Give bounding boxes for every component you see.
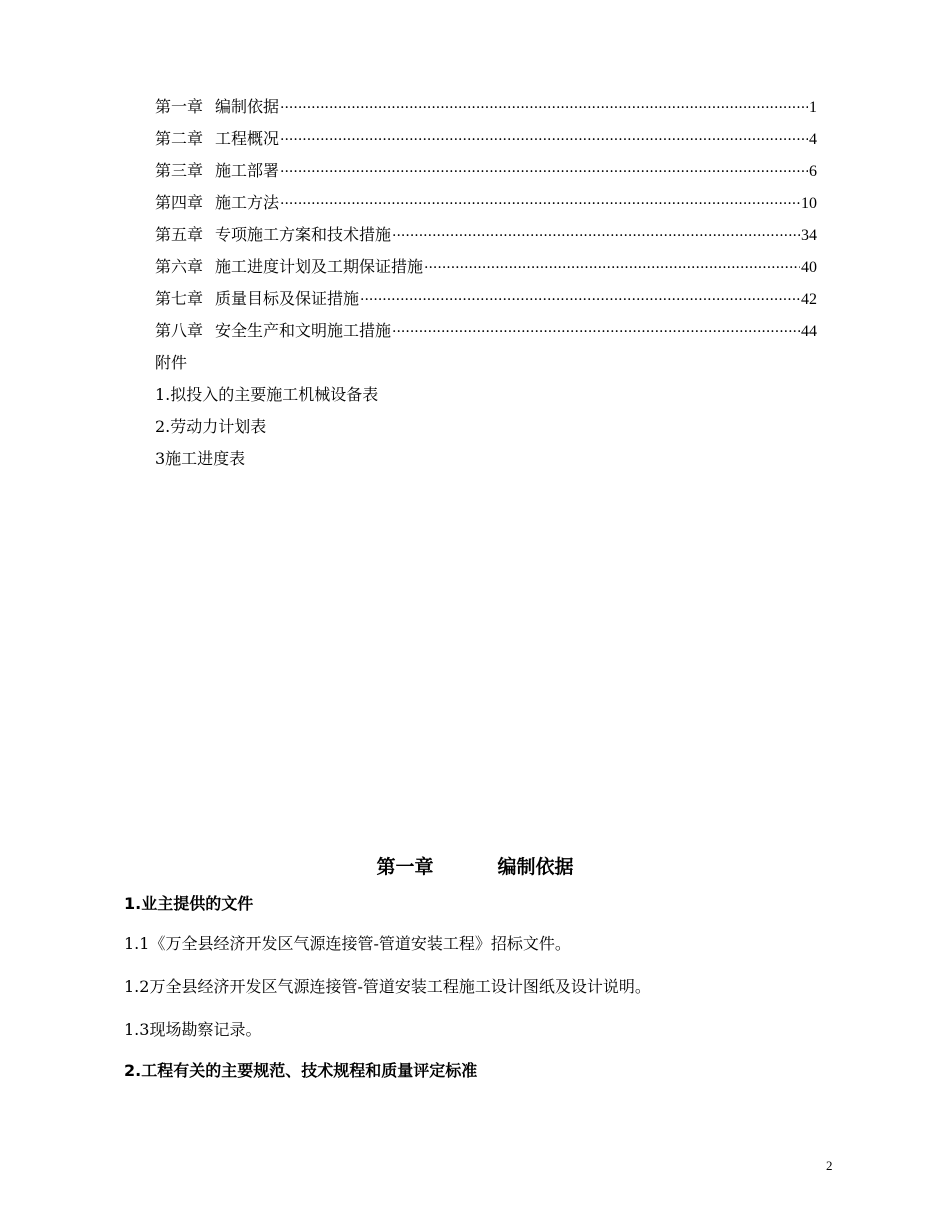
toc-page-number: 6 — [809, 163, 817, 180]
toc-entry[interactable] — [155, 251, 817, 283]
chapter-heading-title: 编制依据 — [497, 856, 574, 878]
paragraph: 1.3现场勘察记录。 — [124, 1020, 262, 1039]
toc-chapter-label: 第四章 — [155, 193, 204, 212]
toc-chapter-label: 第六章 — [155, 257, 204, 276]
paragraph: 1.2万全县经济开发区气源连接管-管道安装工程施工设计图纸及设计说明。 — [124, 977, 651, 996]
table-of-contents — [155, 91, 817, 475]
toc-chapter-label: 第八章 — [155, 321, 204, 340]
toc-title: 施工方法 — [215, 193, 280, 212]
toc-chapter-label: 第五章 — [155, 225, 204, 244]
toc-title: 安全生产和文明施工措施 — [215, 321, 392, 340]
toc-title: 质量目标及保证措施 — [215, 289, 360, 308]
paragraph: 1.1《万全县经济开发区气源连接管-管道安装工程》招标文件。 — [124, 934, 571, 953]
toc-leader-dots — [280, 124, 808, 156]
toc-entry[interactable] — [155, 91, 817, 123]
toc-entry[interactable] — [155, 315, 817, 347]
chapter-body — [124, 886, 844, 1091]
page-number: 2 — [826, 1158, 833, 1173]
chapter-heading — [0, 852, 950, 879]
chapter-heading-number: 第一章 — [376, 856, 434, 878]
toc-entry[interactable] — [155, 283, 817, 315]
toc-leader-dots — [280, 92, 808, 124]
toc-leader-dots — [360, 284, 800, 316]
toc-title: 编制依据 — [215, 97, 280, 116]
toc-entry[interactable] — [155, 123, 817, 155]
toc-leader-dots — [280, 188, 800, 220]
toc-appendix-item[interactable]: 3施工进度表 — [155, 449, 246, 468]
toc-chapter-label: 第三章 — [155, 161, 204, 180]
toc-page-number: 42 — [801, 291, 817, 308]
toc-leader-dots — [280, 156, 808, 188]
toc-page-number: 34 — [801, 227, 817, 244]
section-title: 2.工程有关的主要规范、技术规程和质量评定标准 — [124, 1061, 478, 1080]
toc-page-number: 1 — [809, 99, 817, 116]
toc-title: 工程概况 — [215, 129, 280, 148]
toc-leader-dots — [424, 252, 800, 284]
toc-page-number: 4 — [809, 131, 817, 148]
toc-chapter-label: 第二章 — [155, 129, 204, 148]
toc-title: 专项施工方案和技术措施 — [215, 225, 392, 244]
toc-page-number: 44 — [801, 323, 817, 340]
section-title: 1.业主提供的文件 — [124, 894, 254, 913]
toc-leader-dots — [392, 220, 800, 252]
toc-chapter-label: 第一章 — [155, 97, 204, 116]
toc-page-number: 40 — [801, 259, 817, 276]
toc-title: 施工部署 — [215, 161, 280, 180]
toc-entry[interactable] — [155, 155, 817, 187]
toc-page-number: 10 — [801, 195, 817, 212]
toc-entry[interactable] — [155, 219, 817, 251]
toc-appendix-item[interactable]: 2.劳动力计划表 — [155, 417, 267, 436]
toc-title: 施工进度计划及工期保证措施 — [215, 257, 424, 276]
toc-entry[interactable] — [155, 187, 817, 219]
toc-appendix-item[interactable]: 1.拟投入的主要施工机械设备表 — [155, 385, 379, 404]
toc-leader-dots — [392, 316, 800, 348]
toc-chapter-label: 第七章 — [155, 289, 204, 308]
toc-appendix-label: 附件 — [155, 353, 188, 372]
